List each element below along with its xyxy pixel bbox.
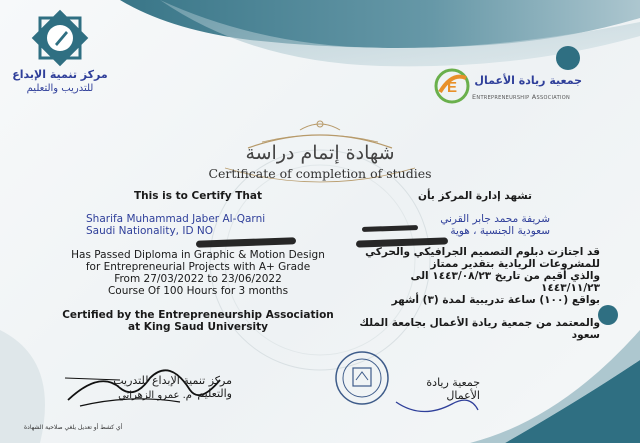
- signature-stroke-right: [392, 390, 482, 420]
- arabic-certified: والمعتمد من جمعية ريادة الأعمال بجامعة الملك سعود: [359, 317, 600, 341]
- arabic-nationality: سعودية الجنسية ، هوية: [450, 225, 550, 237]
- english-name: Sharifa Muhammad Jaber Al-Qarni: [86, 213, 266, 225]
- left-signature-block: [60, 360, 240, 420]
- right-signature-block: [330, 348, 480, 418]
- arabic-projects: للمشروعات الريادية بتقدير ممتاز: [430, 258, 600, 270]
- university-stamp: [334, 350, 390, 406]
- arabic-hours: بواقع (١٠٠) ساعة تدريبية لمدة (٣) أشهر: [391, 294, 600, 306]
- english-passed: Has Passed Diploma in Graphic & Motion Design: [71, 249, 325, 261]
- right-logo: [432, 66, 582, 112]
- footer-note: أي كشط أو تعديل يلغي صلاحية الشهادة: [24, 424, 123, 431]
- left-logo: [10, 8, 110, 98]
- english-certify: This is to Certify That: [134, 190, 262, 202]
- arabic-name: شريفة محمد جابر القرني: [440, 213, 550, 225]
- english-course: Course Of 100 Hours for 3 months: [107, 285, 289, 297]
- left-signer-name: م. عمرو الزهراني: [118, 390, 192, 401]
- english-certified-2: at King Saud University: [128, 321, 268, 333]
- left-logo-line2: للتدريب والتعليم: [26, 83, 94, 94]
- title-arabic: شهادة إتمام دراسة: [245, 142, 395, 164]
- emblem-letter: E: [446, 79, 458, 96]
- left-logo-line1: مركز تنمية الإبداع: [12, 68, 108, 81]
- arabic-dates: والذي أقيم من تاريخ ١٤٤٣/٠٨/٢٣ الى ١٤٤٣/١١/٢٣: [410, 270, 600, 294]
- left-center-name: مركز تنمية الإبداع للتدريب والتعليم: [113, 374, 232, 400]
- english-dates: From 27/03/2022 to 23/06/2022: [114, 273, 282, 285]
- title-english: Certificate of completion of studies: [208, 166, 432, 181]
- arabic-column: [350, 190, 600, 341]
- right-logo-arabic: جمعية ريادة الأعمال: [474, 74, 582, 87]
- entrepreneurship-emblem: [434, 68, 470, 104]
- creativity-center-emblem: [10, 8, 110, 68]
- arabic-passed: قد اجتازت دبلوم التصميم الجرافيكي والحركي: [365, 246, 600, 258]
- english-nationality: Saudi Nationality, ID NO: [86, 225, 213, 237]
- right-logo-english: Entrepreneurship Association: [472, 93, 571, 101]
- english-certified-1: Certified by the Entrepreneurship Association: [62, 309, 334, 321]
- english-projects: for Entrepreneurial Projects with A+ Grade: [85, 261, 311, 273]
- english-column: [48, 190, 348, 333]
- right-assoc-signature: جمعية ريادة الأعمال: [426, 376, 480, 402]
- arabic-heading: تشهد إدارة المركز بأن: [417, 190, 533, 202]
